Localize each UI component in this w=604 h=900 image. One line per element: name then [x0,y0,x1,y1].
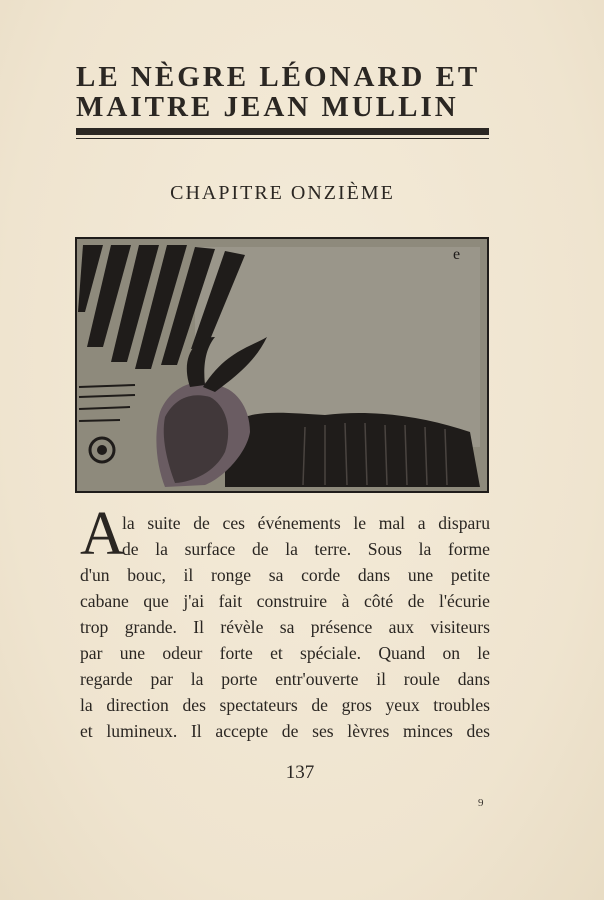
title-rule-thin [76,138,489,139]
signature-mark: 9 [478,797,484,809]
page-number: 137 [285,762,315,783]
text-line: la direction des spectateurs de gros yeux troubles [80,695,490,715]
artist-monogram: e [453,246,461,263]
goat-illustration [75,237,489,493]
chapter-heading: CHAPITRE ONZIÈME [170,182,395,204]
text-line: trop grande. Il révèle sa présence aux visiteurs [80,617,490,637]
text-line: cabane que j'ai fait construire à côté de l'écurie [80,591,490,611]
text-line: d'un bouc, il ronge sa corde dans une petite [80,565,490,585]
page-title [76,62,496,122]
text-line: la suite de ces événements le mal a disparu [122,513,490,533]
text-line: de la surface de la terre. Sous la forme [122,539,490,559]
title-line-1: LE NÈGRE LÉONARD ET [76,61,481,93]
text-line: par une odeur forte et spéciale. Quand on le [80,643,490,663]
body-text [80,500,490,744]
text-line: et lumineux. Il accepte de ses lèvres minces des [80,721,490,741]
title-line-2: MAITRE JEAN MULLIN [76,91,459,123]
title-rule-thick [76,128,489,135]
text-line: regarde par la porte entr'ouverte il roule dans [80,669,490,689]
drop-cap: A [80,500,125,568]
